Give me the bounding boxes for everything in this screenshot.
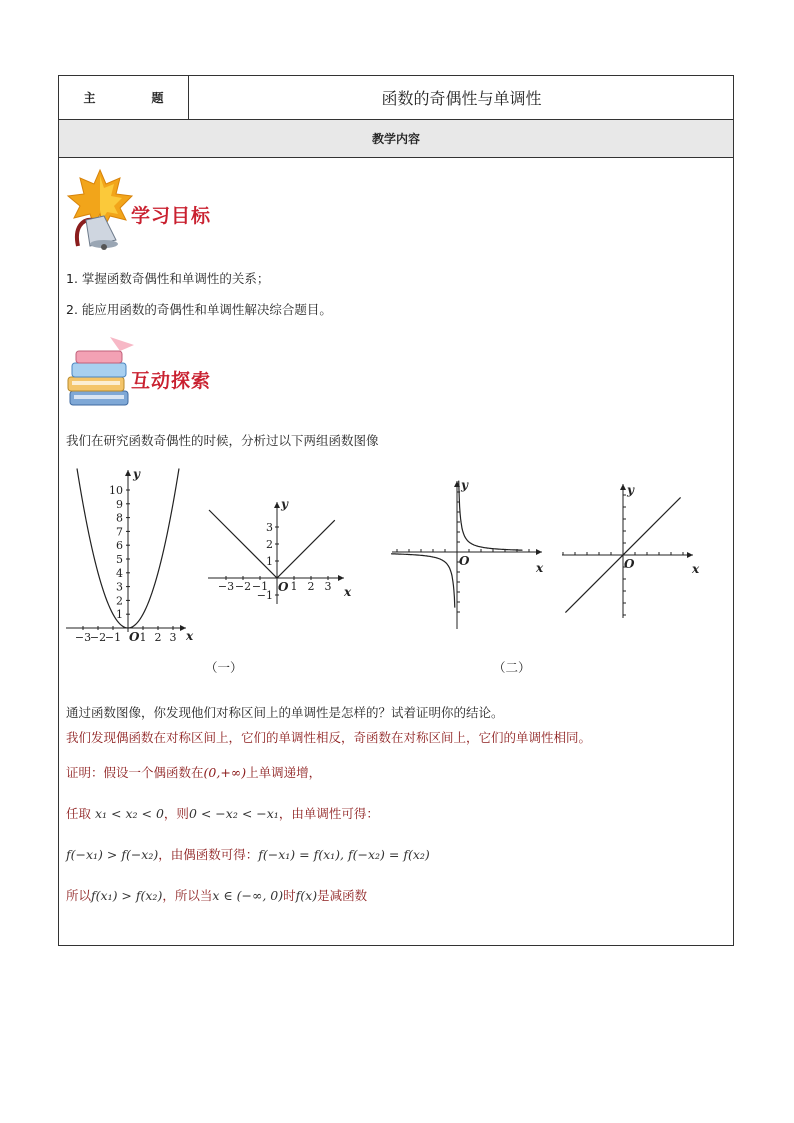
proof-2-math-2: 0 < −x₂ < −x₁ [188, 806, 279, 821]
question-text: 通过函数图像，你发现他们对称区间上的单调性是怎样的？试着证明你的结论。 [66, 705, 504, 720]
x-axis-arrow [338, 575, 344, 581]
caption-group-2: （二） [493, 660, 531, 675]
x-tick-label: 2 [154, 631, 162, 644]
x-tick-label: 3 [324, 580, 332, 593]
x-tick-label: −3 [217, 580, 235, 593]
y-tick-label: 5 [116, 553, 123, 566]
origin-label: O [459, 554, 470, 568]
proof-3-math-2: f(−x₁) = f(x₁), f(−x₂) = f(x₂) [258, 847, 430, 862]
y-tick-label: 2 [116, 594, 123, 608]
y-tick-label: 2 [266, 538, 273, 551]
origin-label: O [624, 557, 635, 571]
explore-title: 互动探索 [131, 370, 212, 392]
proof-2-math-1: x₁ < x₂ < 0 [95, 806, 164, 821]
y-axis-arrow [274, 502, 280, 508]
y-tick-label: 3 [116, 580, 123, 594]
proof-line-4 [66, 886, 367, 904]
x-tick-label: 1 [290, 580, 298, 593]
proof-2-text-c: ，由单调性可得： [278, 806, 379, 821]
caption-group-1: （一） [205, 660, 243, 675]
proof-2-text-a: 任取 [66, 806, 92, 821]
topic-label: 主 题 [59, 76, 189, 119]
x-tick-label: −3 [74, 631, 92, 644]
proof-line-3 [66, 845, 430, 863]
x-tick-label: −1 [251, 580, 269, 593]
y-tick-label: 1 [266, 555, 273, 568]
teaching-content-bar: 教学内容 [59, 120, 733, 158]
proof-1-text-b: 上单调递增， [246, 765, 322, 780]
proof-4-math-1: f(x₁) > f(x₂) [91, 888, 163, 903]
topic-row [59, 76, 733, 120]
x-axis-label: x [344, 585, 352, 599]
x-axis-label: x [186, 629, 194, 643]
x-tick-label: −1 [104, 631, 122, 644]
y-tick-label: 4 [116, 566, 123, 580]
proof-3-math-1: f(−x₁) > f(−x₂) [66, 847, 159, 862]
proof-4-text-c: 时 [283, 888, 296, 903]
hyperbola-branch-right [459, 481, 523, 551]
goal-item-2: 2. 能应用函数的奇偶性和单调性解决综合题目。 [66, 302, 332, 317]
proof-1-math: (0,+∞) [203, 765, 247, 780]
explore-intro: 我们在研究函数奇偶性的时候，分析过以下两组函数图像 [66, 433, 379, 448]
proof-line-2 [66, 804, 379, 822]
finding-text: 我们发现偶函数在对称区间上，它们的单调性相反，奇函数在对称区间上，它们的单调性相同。 [66, 730, 592, 745]
y-tick-label: 8 [116, 511, 123, 525]
proof-line-1 [66, 763, 321, 781]
x-tick-label: 2 [307, 580, 315, 593]
x-axis-arrow [687, 552, 693, 558]
x-tick-label: 1 [139, 631, 147, 644]
x-axis-label: x [536, 561, 544, 575]
proof-4-text-d: 是减函数 [317, 888, 368, 903]
learning-goals-title: 学习目标 [131, 205, 212, 227]
books-icon [64, 335, 136, 413]
graph-identity-line [560, 480, 705, 620]
y-tick-label: 1 [116, 608, 123, 622]
graph-parabola [62, 462, 202, 644]
y-axis-arrow [125, 470, 131, 476]
proof-3-text-a: ，由偶函数可得： [158, 847, 259, 862]
proof-2-text-b: ，则 [163, 806, 189, 821]
proof-4-text-b: ，所以当 [162, 888, 213, 903]
proof-4-math-2: x ∈ (−∞, 0) [212, 888, 284, 903]
proof-4-math-3: f(x) [295, 888, 318, 903]
x-tick-label: 3 [169, 631, 177, 644]
goal-item-1: 1. 掌握函数奇偶性和单调性的关系； [66, 271, 270, 286]
x-tick-label: −2 [234, 580, 252, 593]
y-tick-label: 3 [266, 521, 273, 534]
x-axis-label: x [692, 562, 700, 576]
y-axis-label: y [461, 478, 468, 492]
y-tick-label: −1 [256, 589, 273, 602]
origin-label: O [129, 630, 140, 644]
graph-absolute-value [204, 494, 354, 614]
y-axis-arrow [620, 484, 626, 490]
y-axis-label: y [281, 497, 288, 511]
x-tick-label: −2 [89, 631, 107, 644]
topic-title: 函数的奇偶性与单调性 [381, 89, 542, 108]
proof-1-text-a: 证明：假设一个偶函数在 [66, 765, 204, 780]
graph-reciprocal [390, 477, 550, 633]
maple-bell-icon [64, 168, 136, 250]
y-tick-label: 10 [109, 484, 123, 497]
y-tick-label: 9 [116, 497, 123, 511]
y-tick-label: 7 [116, 525, 123, 539]
proof-4-text-a: 所以 [66, 888, 92, 903]
origin-label: O [278, 580, 289, 594]
y-axis-label: y [133, 467, 140, 481]
x-axis-arrow [536, 549, 542, 555]
hyperbola-branch-left [391, 554, 455, 608]
y-axis-label: y [627, 483, 634, 497]
y-tick-label: 6 [116, 539, 123, 553]
